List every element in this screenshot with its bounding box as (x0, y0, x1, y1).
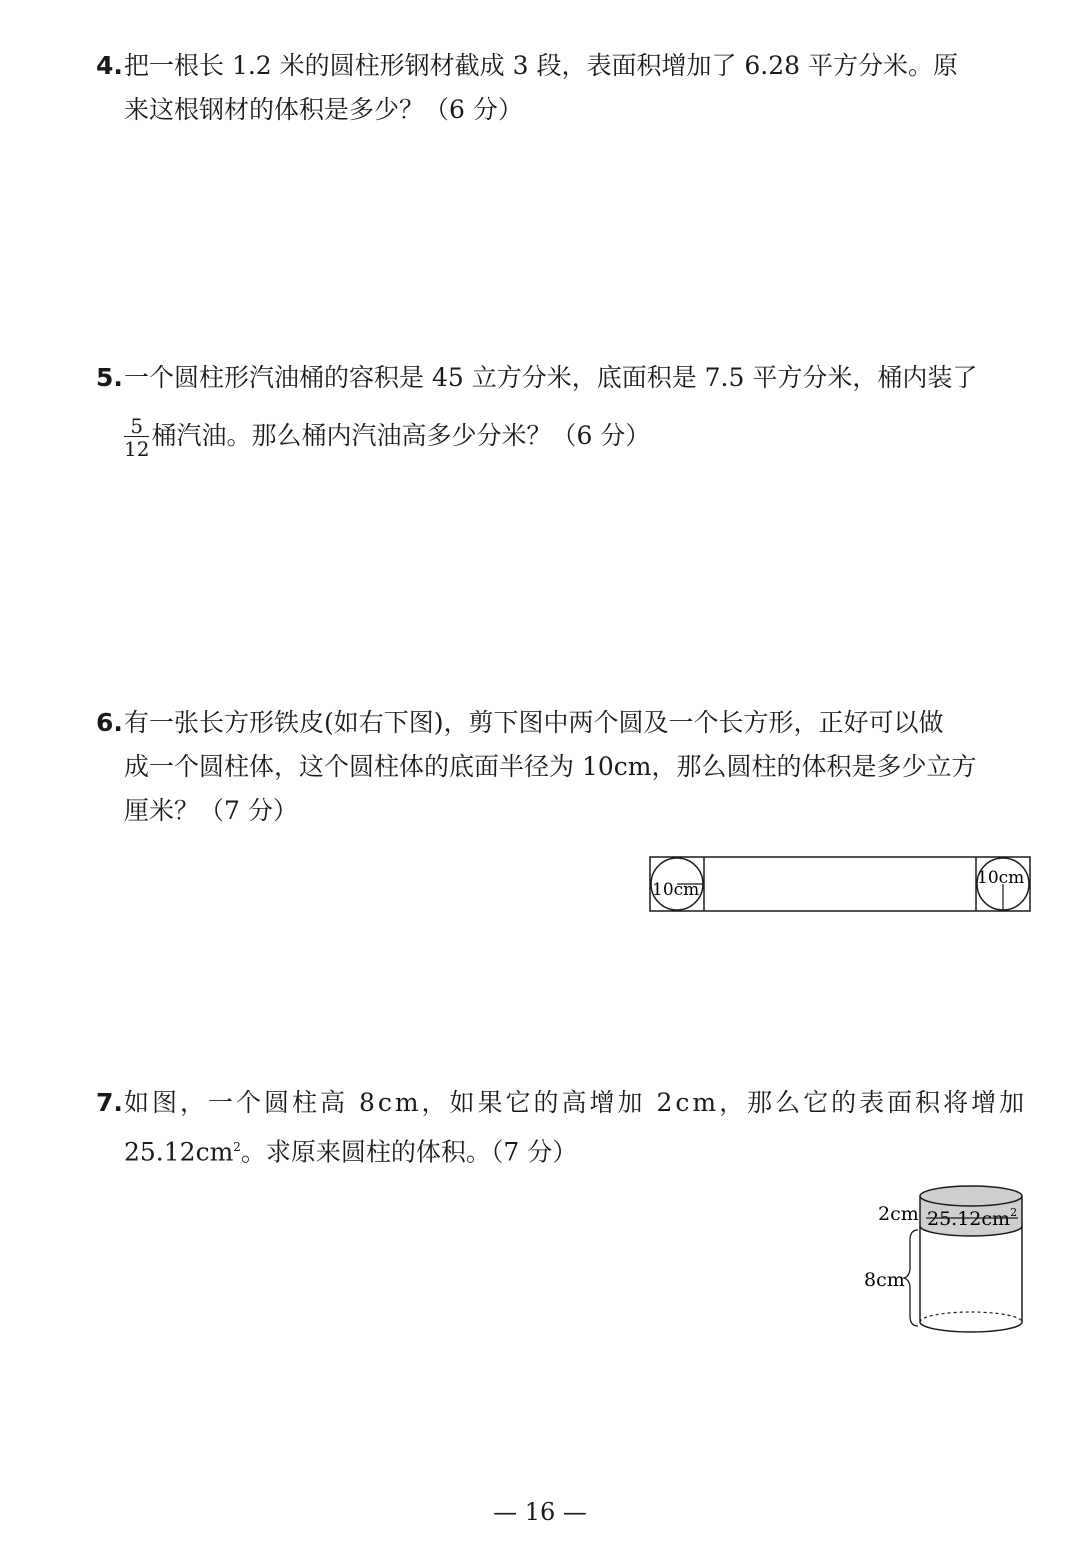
left-radius-label: 10cm (652, 880, 700, 900)
question-7 (96, 1081, 1036, 1174)
area-exponent: 2 (233, 1140, 241, 1154)
question-text-line: 厘米？（7 分） (124, 796, 298, 825)
question-number: 5. (96, 363, 123, 392)
question-text-line: 来这根钢材的体积是多少？（6 分） (124, 95, 523, 124)
fraction (124, 416, 149, 459)
question-text-rest: 桶汽油。那么桶内汽油高多少分米？（6 分） (151, 421, 651, 450)
cylinder-bottom-front (920, 1322, 1022, 1332)
page-number: — 16 — (493, 1498, 587, 1526)
question-text-line (96, 414, 1036, 459)
question-number: 6. (96, 708, 123, 737)
area-value: 25.12cm (124, 1137, 234, 1167)
sheet-rectangle (650, 857, 1030, 911)
question-5 (96, 356, 1036, 459)
cylinder-figure (860, 1180, 1040, 1340)
band-area-value: 25.12cm (927, 1208, 1011, 1230)
fraction-numerator: 5 (130, 414, 144, 438)
question-number: 4. (96, 51, 123, 80)
question-6 (96, 701, 1036, 833)
question-text-line (96, 1125, 1036, 1174)
band-area-exponent: 2 (1010, 1206, 1018, 1219)
question-text-line: 把一根长 1.2 米的圆柱形钢材截成 3 段，表面积增加了 6.28 平方分米。原 (124, 51, 959, 80)
sheet-figure (648, 855, 1032, 915)
right-radius-label: 10cm (977, 868, 1025, 888)
added-height-label: 2cm (878, 1203, 919, 1225)
original-height-label: 8cm (864, 1269, 905, 1291)
question-text-line: 如图，一个圆柱高 8cm，如果它的高增加 2cm，那么它的表面积将增加 (124, 1088, 1028, 1117)
question-text-rest: 。求原来圆柱的体积。（7 分） (240, 1137, 578, 1167)
question-4 (96, 44, 1036, 132)
question-text-line: 有一张长方形铁皮(如右下图)，剪下图中两个圆及一个长方形，正好可以做 (124, 708, 944, 737)
cylinder-bottom-back (920, 1312, 1022, 1322)
question-number: 7. (96, 1088, 123, 1117)
question-text-line: 成一个圆柱体，这个圆柱体的底面半径为 10cm，那么圆柱的体积是多少立方 (124, 752, 977, 781)
question-text-line: 一个圆柱形汽油桶的容积是 45 立方分米，底面积是 7.5 平方分米，桶内装了 (124, 363, 978, 392)
fraction-denominator: 12 (124, 437, 150, 461)
height-brace (904, 1230, 918, 1326)
cylinder-top (920, 1186, 1022, 1206)
